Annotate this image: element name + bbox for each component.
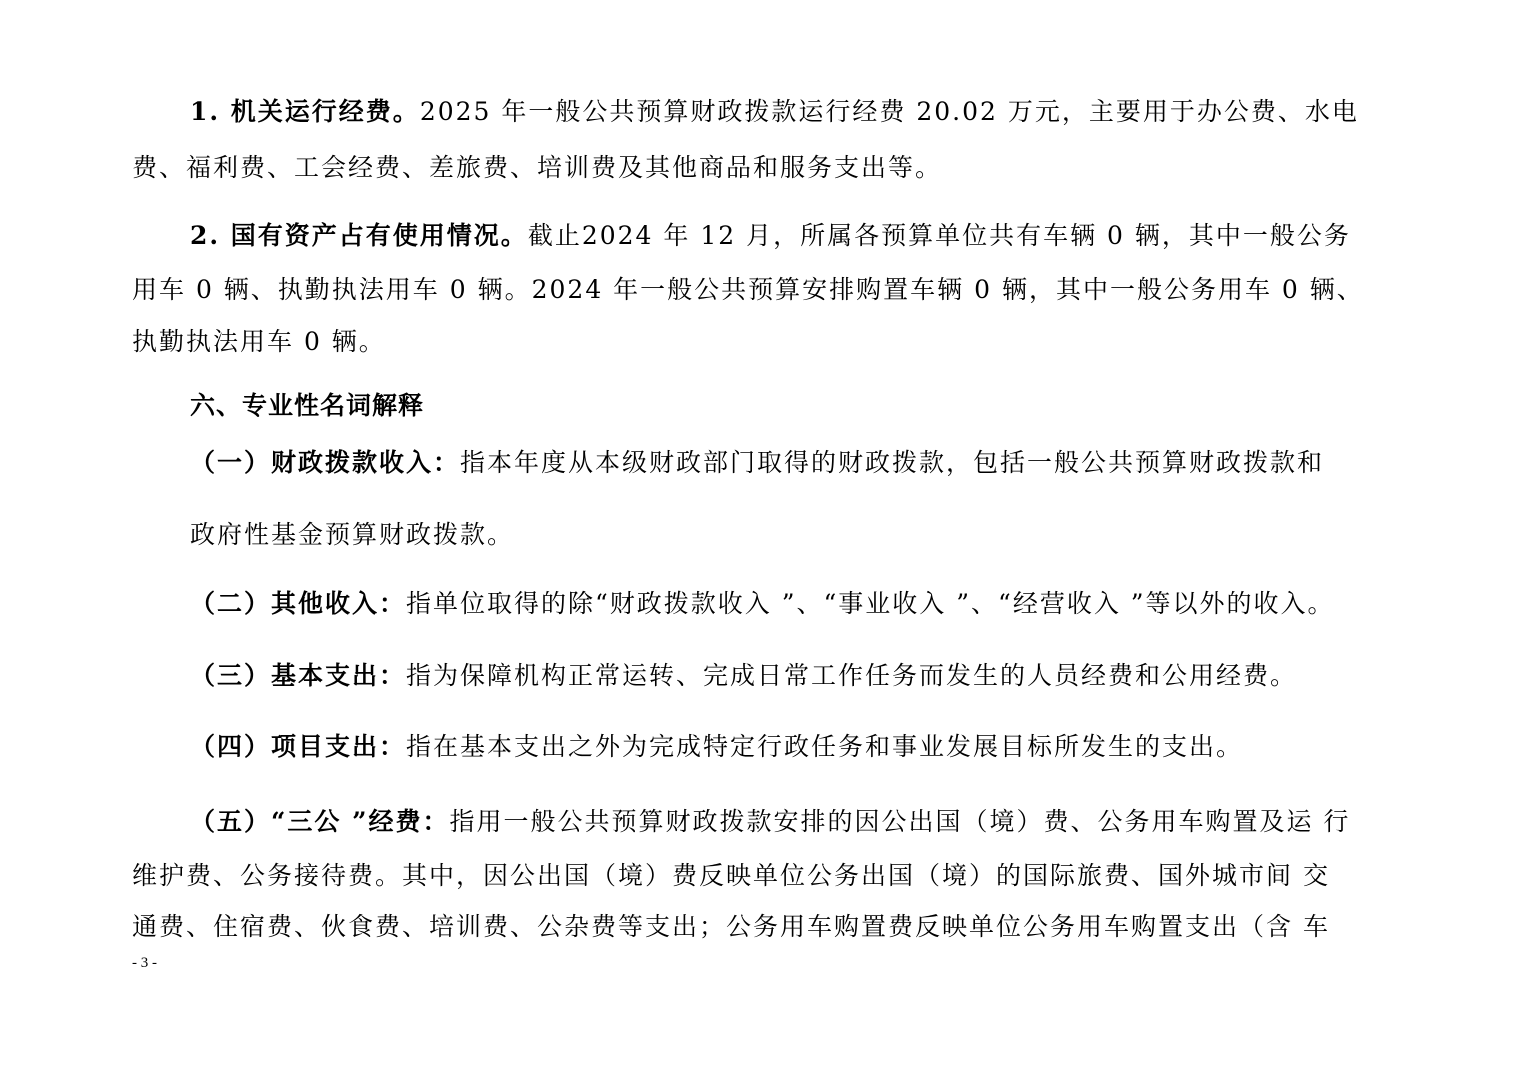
section-heading: 六、专业性名词解释 — [190, 391, 425, 420]
def5-line2: 维护费、公务接待费。其中，因公出国（境）费反映单位公务出国（境）的国际旅费、国外城市间 交 — [132, 861, 1330, 890]
def4-lead: （四）项目支出： — [190, 732, 407, 761]
para2-line2: 用车 0 辆、执勤执法用车 0 辆。2024 年一般公共预算安排购置车辆 0 辆，其中一般公务用车 0 辆、 — [132, 275, 1364, 304]
def1-line2: 政府性基金预算财政拨款。 — [190, 520, 515, 549]
para2-line1-text: 截止2024 年 12 月，所属各预算单位共有车辆 0 辆，其中一般公务 — [527, 221, 1351, 250]
para1-lead: 1. 机关运行经费。 — [190, 97, 420, 126]
def3-text: 指为保障机构正常运转、完成日常工作任务而发生的人员经费和公用经费。 — [406, 661, 1298, 690]
para1-line1-text: 2025 年一般公共预算财政拨款运行经费 20.02 万元，主要用于办公费、水电 — [419, 97, 1359, 126]
def5-line3: 通费、住宿费、伙食费、培训费、公杂费等支出；公务用车购置费反映单位公务用车购置支出（含 车 — [132, 912, 1330, 941]
def5-line1-text: 指用一般公共预算财政拨款安排的因公出国（境）费、公务用车购置及运 行 — [449, 807, 1351, 836]
def1-line1 — [190, 446, 1324, 480]
para1-line1 — [190, 95, 1359, 129]
def2-lead: （二）其他收入： — [190, 589, 407, 618]
def4-text: 指在基本支出之外为完成特定行政任务和事业发展目标所发生的支出。 — [406, 732, 1244, 761]
def1-lead: （一）财政拨款收入： — [190, 448, 461, 477]
def1-line1-text: 指本年度从本级财政部门取得的财政拨款，包括一般公共预算财政拨款和 — [460, 448, 1325, 477]
para2-line3: 执勤执法用车 0 辆。 — [132, 327, 386, 356]
def5-lead: （五）“三公 ”经费： — [190, 807, 450, 836]
para2-lead: 2. 国有资产占有使用情况。 — [190, 221, 528, 250]
def3-lead: （三）基本支出： — [190, 661, 407, 690]
def2-text: 指单位取得的除“财政拨款收入 ”、“事业收入 ”、“经营收入 ”等以外的收入。 — [406, 589, 1335, 618]
def2-line — [190, 587, 1335, 621]
para1-line2: 费、福利费、工会经费、差旅费、培训费及其他商品和服务支出等。 — [132, 153, 943, 182]
para2-line1 — [190, 219, 1351, 253]
def5-line1 — [190, 805, 1350, 839]
def3-line — [190, 659, 1297, 693]
def4-line — [190, 730, 1243, 764]
page-number: - 3 - — [132, 955, 157, 971]
